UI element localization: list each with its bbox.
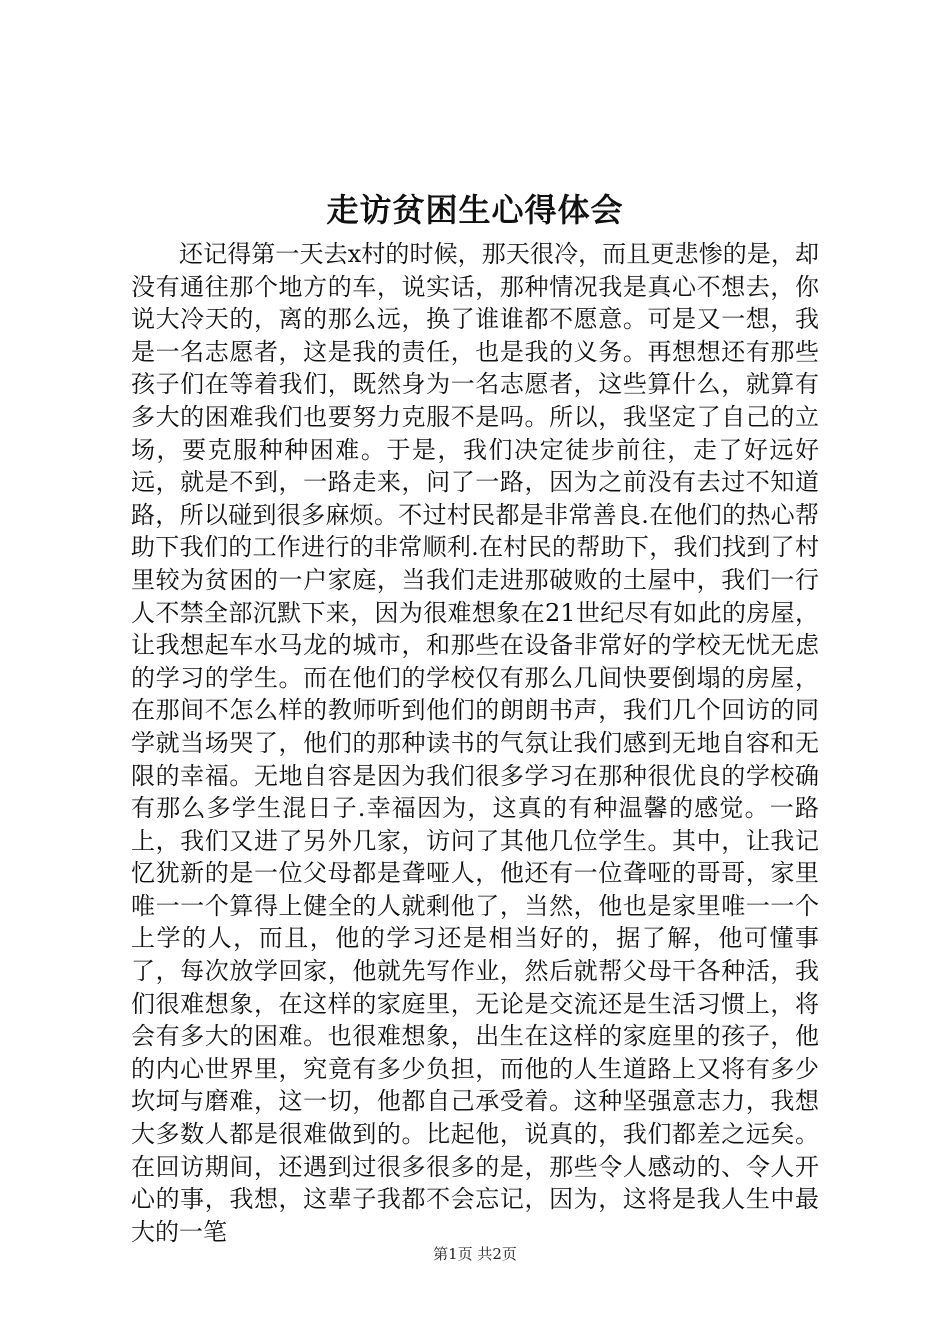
document-body-paragraph: 还记得第一天去x村的时候，那天很冷，而且更悲惨的是，却没有通往那个地方的车，说实话，那种情况我是真心不想去，你说大冷天的，离的那么远，换了谁谁都不愿意。可是又一想，我是一名志愿者，这是我的责任，也是我的义务。再想想还有那些孩子们在等着我们，既然身为一名志愿者，这些算什么，就算有多大的困难我们也要努力克服不是吗。所以，我坚定了自己的立场，要克服种种困难。于是，我们决定徒步前往，走了好远好远，就是不到，一路走来，问了一路，因为之前没有去过不知道路，所以碰到很多麻烦。不过村民都是非常善良.在他们的热心帮助下我们的工作进行的非常顺利.在村民的帮助下，我们找到了村里较为贫困的一户家庭，当我们走进那破败的土屋中，我们一行人不禁全部沉默下来，因为很难想象在21世纪尽有如此的房屋，让我想起车水马龙的城市，和那些在设备非常好的学校无忧无虑的学习的学生。而在他们的学校仅有那么几间快要倒塌的房屋，在那间不怎么样的教师听到他们的朗朗书声，我们几个回访的同学就当场哭了，他们的那种读书的气氛让我们感到无地自容和无限的幸福。无地自容是因为我们很多学习在那种很优良的学校确有那么多学生混日子.幸福因为，这真的有种温馨的感觉。一路上，我们又进了另外几家，访问了其他几位学生。其中，让我记忆犹新的是一位父母都是聋哑人，他还有一位聋哑的哥哥，家里唯一一个算得上健全的人就剩他了，当然，他也是家里唯一一个上学的人，而且，他的学习还是相当好的，据了解，他可懂事了，每次放学回家，他就先写作业，然后就帮父母干各种活，我们很难想象，在这样的家庭里，无论是交流还是生活习惯上，将会有多大的困难。也很难想象，出生在这样的家庭里的孩子，他的内心世界里，究竟有多少负担，而他的人生道路上又将有多少坎坷与磨难，这一切，他都自己承受着。这种坚强意志力，我想大多数人都是很难做到的。比起他，说真的，我们都差之远矣。在回访期间，还遇到过很多很多的是，那些令人感动的、令人开心的事，我想，这辈子我都不会忘记，因为，这将是我人生中最大的一笔 — [131, 240, 819, 1246]
page-number-footer: 第1页 共2页 — [433, 1245, 517, 1263]
document-title: 走访贫困生心得体会 — [326, 191, 624, 229]
